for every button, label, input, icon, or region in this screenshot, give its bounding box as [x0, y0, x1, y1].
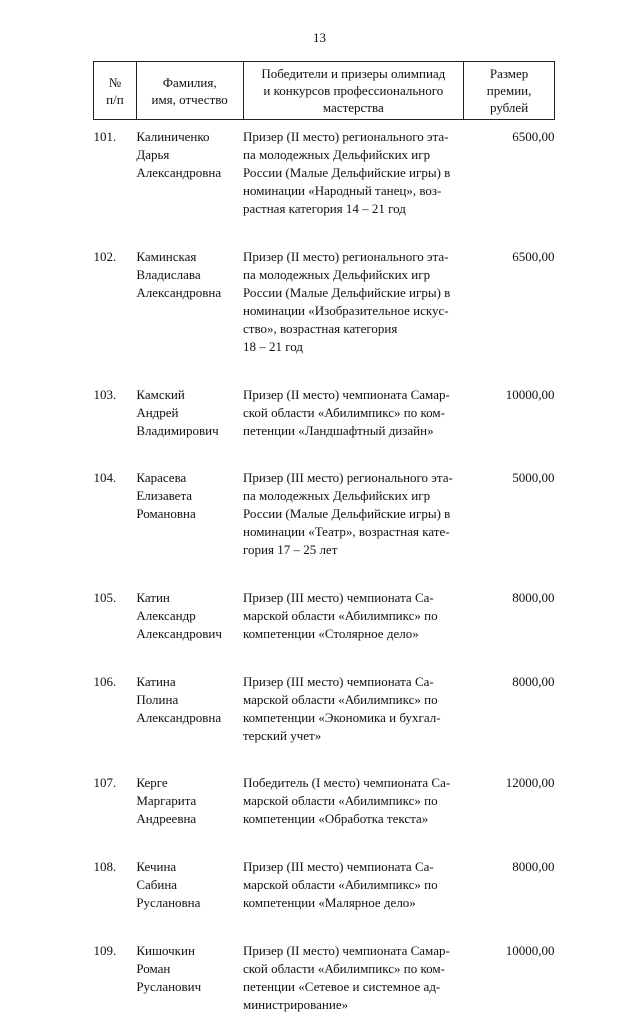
name-line: Русланович: [136, 978, 243, 996]
name-line: Романовна: [136, 505, 243, 523]
name-line: Дарья: [136, 146, 243, 164]
row-number: 106.: [94, 643, 137, 745]
name-line: Андреевна: [136, 810, 243, 828]
description-line: компетенции «Малярное дело»: [243, 894, 464, 912]
description-line: Призер (III место) регионального эта-: [243, 469, 464, 487]
row-amount: 8000,00: [464, 828, 555, 912]
name-line: Полина: [136, 691, 243, 709]
row-amount: 12000,00: [464, 745, 555, 828]
row-description: [243, 218, 464, 356]
row-number: 109.: [94, 912, 137, 1014]
name-line: Александр: [136, 607, 243, 625]
name-line: Кечина: [136, 858, 243, 876]
row-number: 105.: [94, 559, 137, 643]
description-line: России (Малые Дельфийские игры) в: [243, 505, 464, 523]
awards-table: [93, 61, 555, 1014]
row-name: [136, 440, 243, 559]
name-line: Керге: [136, 774, 243, 792]
description-line: па молодежных Дельфийских игр: [243, 266, 464, 284]
table-body: [94, 120, 555, 1014]
description-line: Призер (II место) регионального эта-: [243, 128, 464, 146]
description-line: марской области «Абилимпикс» по: [243, 607, 464, 625]
name-line: Маргарита: [136, 792, 243, 810]
table-row: [94, 218, 555, 356]
description-line: Призер (III место) чемпионата Са-: [243, 673, 464, 691]
row-amount: 8000,00: [464, 643, 555, 745]
description-line: номинации «Изобразительное искус-: [243, 302, 464, 320]
description-line: терский учет»: [243, 727, 464, 745]
description-line: петенции «Ландшафтный дизайн»: [243, 422, 464, 440]
row-description: [243, 643, 464, 745]
row-description: [243, 559, 464, 643]
description-line: ство», возрастная категория: [243, 320, 464, 338]
name-line: Катина: [136, 673, 243, 691]
header-line: и конкурсов профессионального: [247, 82, 461, 99]
row-name: [136, 745, 243, 828]
row-description: [243, 440, 464, 559]
table-row: [94, 559, 555, 643]
name-line: Калиниченко: [136, 128, 243, 146]
row-amount: 6500,00: [464, 218, 555, 356]
row-number: 102.: [94, 218, 137, 356]
row-name: [136, 828, 243, 912]
description-line: ской области «Абилимпикс» по ком-: [243, 404, 464, 422]
description-line: Призер (III место) чемпионата Са-: [243, 589, 464, 607]
row-number: 107.: [94, 745, 137, 828]
name-line: Каминская: [136, 248, 243, 266]
description-line: марской области «Абилимпикс» по: [243, 691, 464, 709]
row-amount: 10000,00: [464, 912, 555, 1014]
header-line: мастерства: [247, 99, 461, 116]
table-header-row: [94, 62, 555, 120]
row-name: [136, 218, 243, 356]
table-row: [94, 643, 555, 745]
header-line: Победители и призеры олимпиад: [247, 65, 461, 82]
row-name: [136, 559, 243, 643]
name-line: Александрович: [136, 625, 243, 643]
header-description: [243, 62, 464, 120]
row-number: 104.: [94, 440, 137, 559]
table-row: [94, 828, 555, 912]
header-amount: [464, 62, 555, 120]
row-amount: 10000,00: [464, 356, 555, 440]
name-line: Александровна: [136, 709, 243, 727]
name-line: Катин: [136, 589, 243, 607]
name-line: Владислава: [136, 266, 243, 284]
description-line: министрирование»: [243, 996, 464, 1014]
table-row: [94, 120, 555, 219]
description-line: 18 – 21 год: [243, 338, 464, 356]
name-line: Сабина: [136, 876, 243, 894]
description-line: Призер (II место) чемпионата Самар-: [243, 386, 464, 404]
table-row: [94, 440, 555, 559]
description-line: Победитель (I место) чемпионата Са-: [243, 774, 464, 792]
header-line: Размер: [467, 65, 551, 82]
row-description: [243, 120, 464, 219]
header-line: рублей: [467, 99, 551, 116]
row-name: [136, 356, 243, 440]
header-line: премии,: [467, 82, 551, 99]
header-number: [94, 62, 137, 120]
header-line: Фамилия,: [140, 74, 240, 91]
name-line: Роман: [136, 960, 243, 978]
row-number: 103.: [94, 356, 137, 440]
row-amount: 6500,00: [464, 120, 555, 219]
name-line: Владимирович: [136, 422, 243, 440]
description-line: марской области «Абилимпикс» по: [243, 876, 464, 894]
name-line: Кишочкин: [136, 942, 243, 960]
table-row: [94, 745, 555, 828]
header-name: [136, 62, 243, 120]
description-line: Призер (II место) регионального эта-: [243, 248, 464, 266]
description-line: компетенции «Экономика и бухгал-: [243, 709, 464, 727]
description-line: марской области «Абилимпикс» по: [243, 792, 464, 810]
row-number: 108.: [94, 828, 137, 912]
row-description: [243, 745, 464, 828]
description-line: России (Малые Дельфийские игры) в: [243, 284, 464, 302]
description-line: растная категория 14 – 21 год: [243, 200, 464, 218]
description-line: номинации «Театр», возрастная кате-: [243, 523, 464, 541]
row-description: [243, 356, 464, 440]
row-description: [243, 828, 464, 912]
name-line: Александровна: [136, 284, 243, 302]
row-name: [136, 912, 243, 1014]
description-line: гория 17 – 25 лет: [243, 541, 464, 559]
description-line: номинации «Народный танец», воз-: [243, 182, 464, 200]
row-description: [243, 912, 464, 1014]
description-line: компетенции «Обработка текста»: [243, 810, 464, 828]
table-row: [94, 912, 555, 1014]
header-line: имя, отчество: [140, 91, 240, 108]
name-line: Елизавета: [136, 487, 243, 505]
description-line: Призер (II место) чемпионата Самар-: [243, 942, 464, 960]
row-amount: 5000,00: [464, 440, 555, 559]
description-line: петенции «Сетевое и системное ад-: [243, 978, 464, 996]
description-line: России (Малые Дельфийские игры) в: [243, 164, 464, 182]
header-line: п/п: [97, 91, 133, 108]
name-line: Камский: [136, 386, 243, 404]
header-line: №: [97, 74, 133, 91]
row-name: [136, 643, 243, 745]
row-amount: 8000,00: [464, 559, 555, 643]
page-number: 13: [0, 30, 639, 46]
description-line: па молодежных Дельфийских игр: [243, 146, 464, 164]
description-line: компетенции «Столярное дело»: [243, 625, 464, 643]
name-line: Руслановна: [136, 894, 243, 912]
description-line: па молодежных Дельфийских игр: [243, 487, 464, 505]
table-row: [94, 356, 555, 440]
description-line: Призер (III место) чемпионата Са-: [243, 858, 464, 876]
name-line: Андрей: [136, 404, 243, 422]
name-line: Александровна: [136, 164, 243, 182]
row-number: 101.: [94, 120, 137, 219]
description-line: ской области «Абилимпикс» по ком-: [243, 960, 464, 978]
name-line: Карасева: [136, 469, 243, 487]
row-name: [136, 120, 243, 219]
